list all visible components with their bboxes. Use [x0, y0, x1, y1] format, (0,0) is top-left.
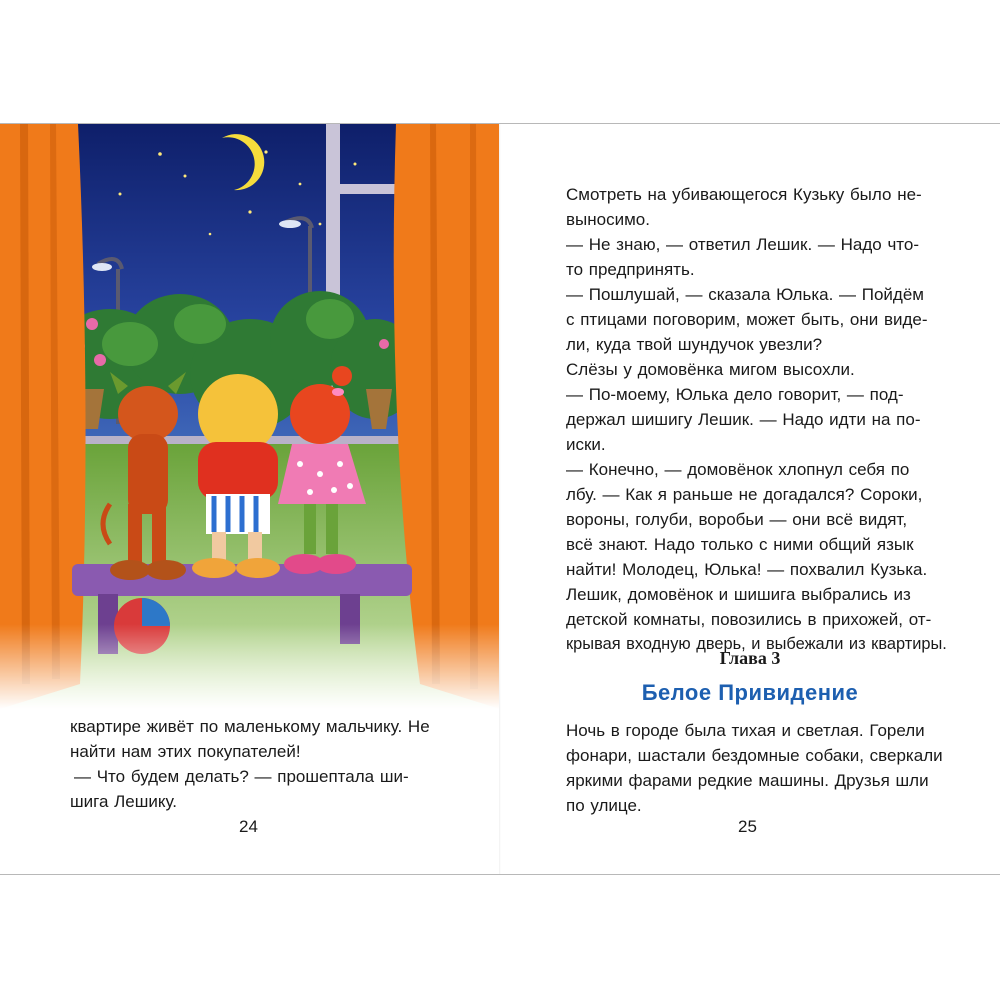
text-line: квартире живёт по маленькому мальчику. Не — [70, 717, 430, 736]
text-line: найти нам этих покупателей! — [70, 742, 301, 761]
text-line: — Конечно, — домовёнок хлопнул себя по — [566, 460, 910, 479]
text-line: то предпринять. — [566, 260, 695, 279]
text-line: вороны, голуби, воробьи — они всё видят, — [566, 510, 908, 529]
text-line: — По-моему, Юлька дело говорит, — под- — [566, 385, 904, 404]
text-line: — Пошлушай, — сказала Юлька. — Пойдём — [566, 285, 924, 304]
text-line: лбу. — Как я раньше не догадался? Сороки, — [566, 485, 923, 504]
book-spread — [0, 123, 1000, 875]
chapter-title: Белое Привидение — [641, 680, 859, 705]
text-line: по улице. — [566, 796, 642, 815]
text-line: крывая входную дверь, и выбежали из квартиры. — [566, 635, 947, 653]
text-line: ли, куда твой шундучок увезли? — [566, 335, 823, 354]
page-number-right: 25 — [738, 817, 757, 836]
text-line: детской комнаты, повозились в прихожей, от- — [566, 610, 932, 629]
night-window-illustration — [0, 124, 500, 709]
text-line: шига Лешику. — [70, 792, 178, 811]
text-line: Слёзы у домовёнка мигом высохли. — [566, 360, 855, 379]
chapter-opening-text — [566, 718, 952, 818]
page-number-left: 24 — [239, 817, 258, 836]
text-line: яркими фарами редкие машины. Друзья шли — [566, 771, 929, 790]
text-line: — Не знаю, — ответил Лешик. — Надо что- — [566, 235, 920, 254]
text-line: выносимо. — [566, 210, 650, 229]
left-page — [0, 124, 500, 874]
right-page-text — [566, 182, 952, 657]
text-line: найти! Молодец, Юлька! — похвалил Кузька. — [566, 560, 928, 579]
text-line: — Что будем делать? — прошептала ши- — [74, 767, 409, 786]
text-line: Смотреть на убивающегося Кузьку было не- — [566, 185, 922, 204]
text-line: всё знают. Надо только с ними общий язык — [566, 535, 914, 554]
left-page-text — [70, 714, 454, 814]
text-line: держал шишигу Лешик. — Надо идти на по- — [566, 410, 921, 429]
text-line: с птицами поговорим, может быть, они виде- — [566, 310, 928, 329]
text-line: фонари, шастали бездомные собаки, сверкали — [566, 746, 943, 765]
text-line: Ночь в городе была тихая и светлая. Горели — [566, 721, 925, 740]
text-line: иски. — [566, 435, 606, 454]
chapter-label: Глава 3 — [719, 648, 781, 668]
text-line: Лешик, домовёнок и шишига выбрались из — [566, 585, 911, 604]
